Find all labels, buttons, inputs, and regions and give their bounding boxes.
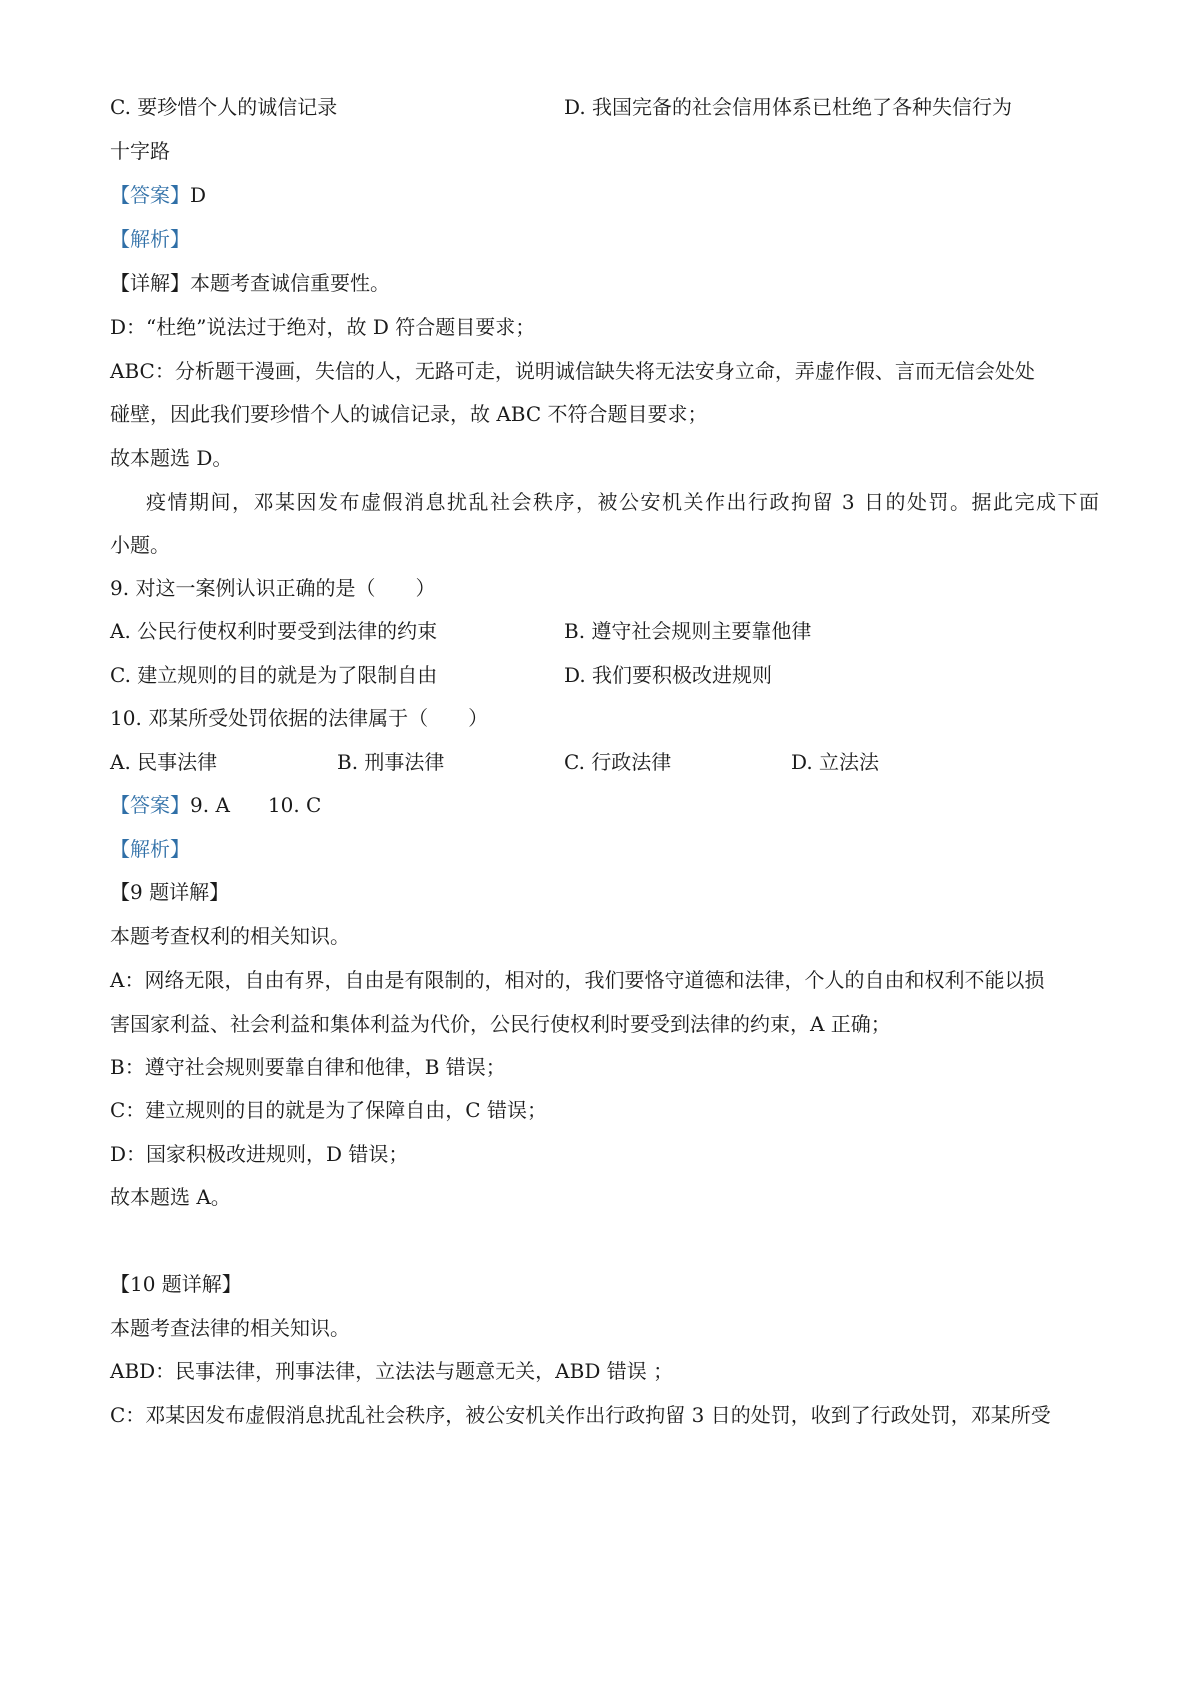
q10-stem: 10. 邓某所受处罚依据的法律属于（ ） bbox=[110, 706, 489, 730]
q10-option-b: B. 刑事法律 bbox=[337, 750, 445, 774]
q8-explain-abc-2: 碰壁，因此我们要珍惜个人的诚信记录，故 ABC 不符合题目要求； bbox=[110, 402, 708, 426]
answer-q10: 10. C bbox=[267, 793, 322, 817]
q8-conclusion: 故本题选 D。 bbox=[110, 446, 233, 470]
answer-tag: 【答案】 bbox=[110, 793, 190, 817]
q8-explain-abc-1: ABC：分析题干漫画，失信的人，无路可走，说明诚信缺失将无法安身立命，弄虚作假、言而无信会处处 bbox=[110, 359, 1035, 383]
q8-explain-d: D：“杜绝”说法过于绝对，故 D 符合题目要求； bbox=[110, 315, 536, 339]
answer-value: D bbox=[190, 183, 207, 207]
q8-option-d: D. 我国完备的社会信用体系已杜绝了各种失信行为 bbox=[564, 95, 1013, 119]
material-line-1: 疫情期间，邓某因发布虚假消息扰乱社会秩序，被公安机关作出行政拘留 3 日的处罚。据此完成下面 bbox=[146, 490, 1101, 514]
q9-option-b: B. 遵守社会规则主要靠他律 bbox=[564, 619, 812, 643]
q9-explain-b: B：遵守社会规则要靠自律和他律，B 错误； bbox=[110, 1055, 506, 1079]
q9-conclusion: 故本题选 A。 bbox=[110, 1185, 231, 1209]
q10-option-a: A. 民事法律 bbox=[110, 750, 218, 774]
q9-stem: 9. 对这一案例认识正确的是（ ） bbox=[110, 576, 436, 600]
q9-explain-intro: 本题考查权利的相关知识。 bbox=[110, 924, 350, 948]
q9-option-d: D. 我们要积极改进规则 bbox=[564, 663, 773, 687]
q10-explain-abd: ABD：民事法律，刑事法律，立法法与题意无关，ABD 错误 ； bbox=[110, 1359, 674, 1383]
q8-fragment: 十字路 bbox=[110, 139, 170, 163]
q10-explain-intro: 本题考查法律的相关知识。 bbox=[110, 1316, 350, 1340]
q8-analysis-tag: 【解析】 bbox=[110, 227, 190, 251]
answer-tag: 【答案】 bbox=[110, 183, 190, 207]
q10-option-d: D. 立法法 bbox=[791, 750, 880, 774]
q9-explain-a-2: 害国家利益、社会利益和集体利益为代价，公民行使权利时要受到法律的约束，A 正确； bbox=[110, 1012, 891, 1036]
q10-explain-head: 【10 题详解】 bbox=[110, 1272, 242, 1296]
q910-answer bbox=[110, 791, 321, 819]
q10-explain-c: C：邓某因发布虚假消息扰乱社会秩序，被公安机关作出行政拘留 3 日的处罚，收到了行政处罚，邓某所受 bbox=[110, 1403, 1051, 1427]
q9-option-c: C. 建立规则的目的就是为了限制自由 bbox=[110, 663, 438, 687]
q10-option-c: C. 行政法律 bbox=[564, 750, 672, 774]
q9-explain-d: D：国家积极改进规则，D 错误； bbox=[110, 1142, 409, 1166]
q910-analysis-tag: 【解析】 bbox=[110, 837, 190, 861]
q9-explain-a-1: A：网络无限，自由有界，自由是有限制的，相对的，我们要恪守道德和法律，个人的自由和权利不能以损 bbox=[110, 968, 1045, 992]
q8-explain-head: 【详解】本题考查诚信重要性。 bbox=[110, 271, 390, 295]
q8-answer bbox=[110, 181, 206, 209]
q9-option-a: A. 公民行使权利时要受到法律的约束 bbox=[110, 619, 438, 643]
q9-explain-c: C：建立规则的目的就是为了保障自由，C 错误； bbox=[110, 1098, 547, 1122]
answer-q9: 9. A bbox=[190, 793, 230, 817]
material-line-2: 小题。 bbox=[110, 533, 170, 557]
q9-explain-head: 【9 题详解】 bbox=[110, 880, 230, 904]
q8-option-c: C. 要珍惜个人的诚信记录 bbox=[110, 95, 338, 119]
